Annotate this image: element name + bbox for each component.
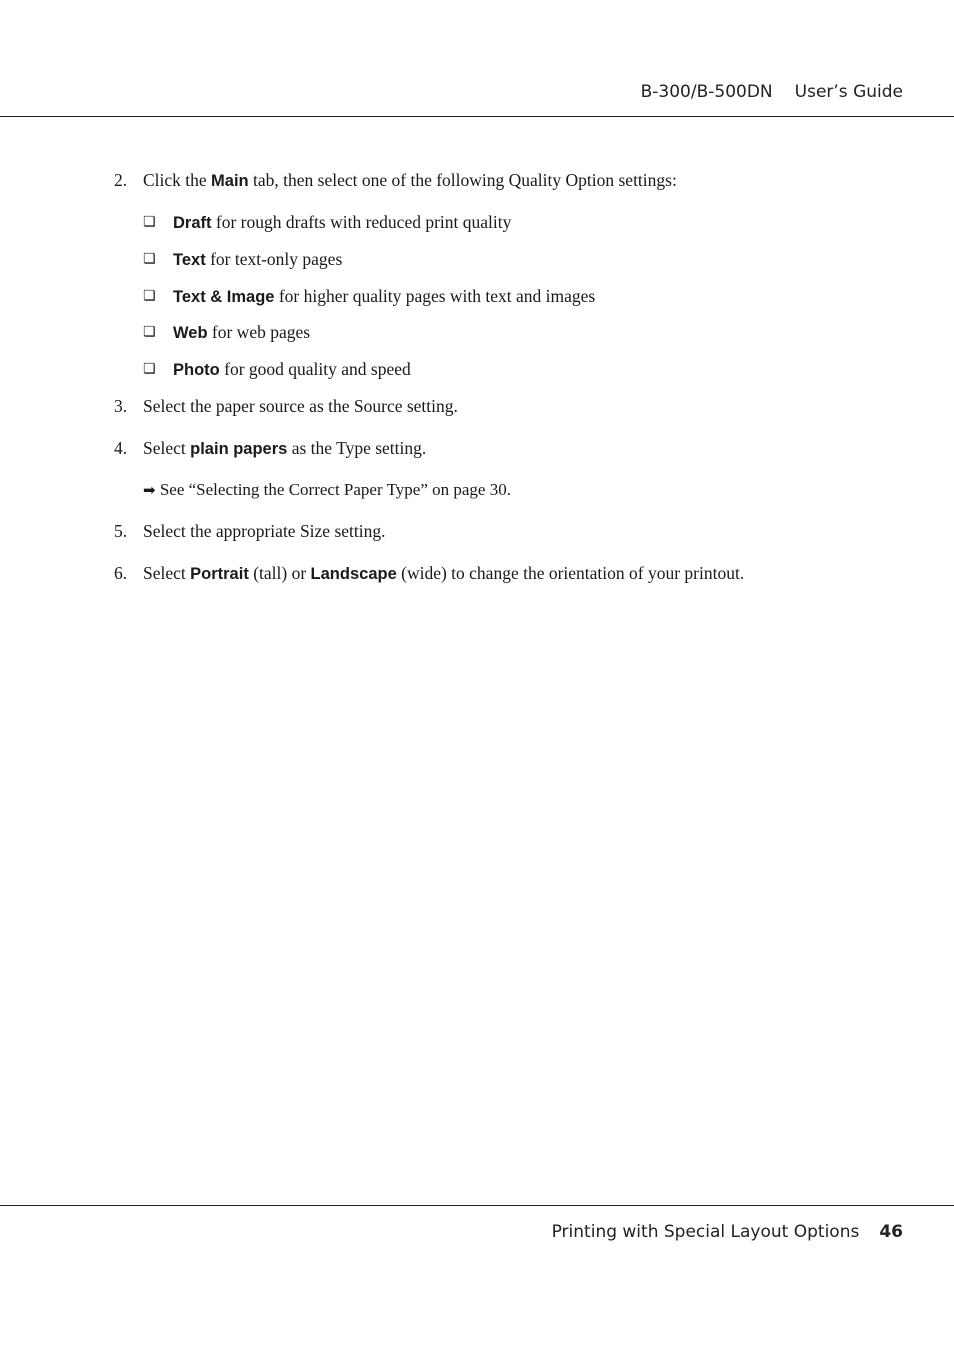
step-number: 4. [114,438,128,458]
footer-section-title: Printing with Special Layout Options [551,1222,860,1242]
arrow-right-icon: ➡ [143,481,156,499]
main-tab-term: Main [211,172,249,190]
page-number: 46 [879,1222,903,1242]
checkbox-bullet-icon: ❏ [143,324,156,340]
header-guide-title: User’s Guide [794,82,903,102]
step-text: Select plain papers as the Type setting. [143,438,427,458]
step-text: Click the Main tab, then select one of the following Quality Option settings: [143,170,677,190]
landscape-term: Landscape [310,565,397,583]
page-footer [0,1205,954,1242]
checkbox-bullet-icon: ❏ [143,214,156,230]
step-number: 2. [114,170,128,190]
step-text: Select the paper source as the Source setting. [143,396,458,416]
step-number: 3. [114,396,128,416]
checkbox-bullet-icon: ❏ [143,361,156,377]
cross-reference-link[interactable]: See “Selecting the Correct Paper Type” on page 30. [155,480,511,499]
step-number: 5. [114,521,128,541]
step-number: 6. [114,563,128,583]
page-header [0,0,954,117]
portrait-term: Portrait [190,565,249,583]
header-model: B-300/B-500DN [640,82,773,102]
step-text: Select Portrait (tall) or Landscape (wide) to change the orientation of your printout. [143,563,745,583]
plain-papers-term: plain papers [190,440,288,458]
header-text [641,82,903,102]
checkbox-bullet-icon: ❏ [143,288,156,304]
checkbox-bullet-icon: ❏ [143,251,156,267]
step-text: Select the appropriate Size setting. [143,521,386,541]
footer-text [552,1222,903,1242]
